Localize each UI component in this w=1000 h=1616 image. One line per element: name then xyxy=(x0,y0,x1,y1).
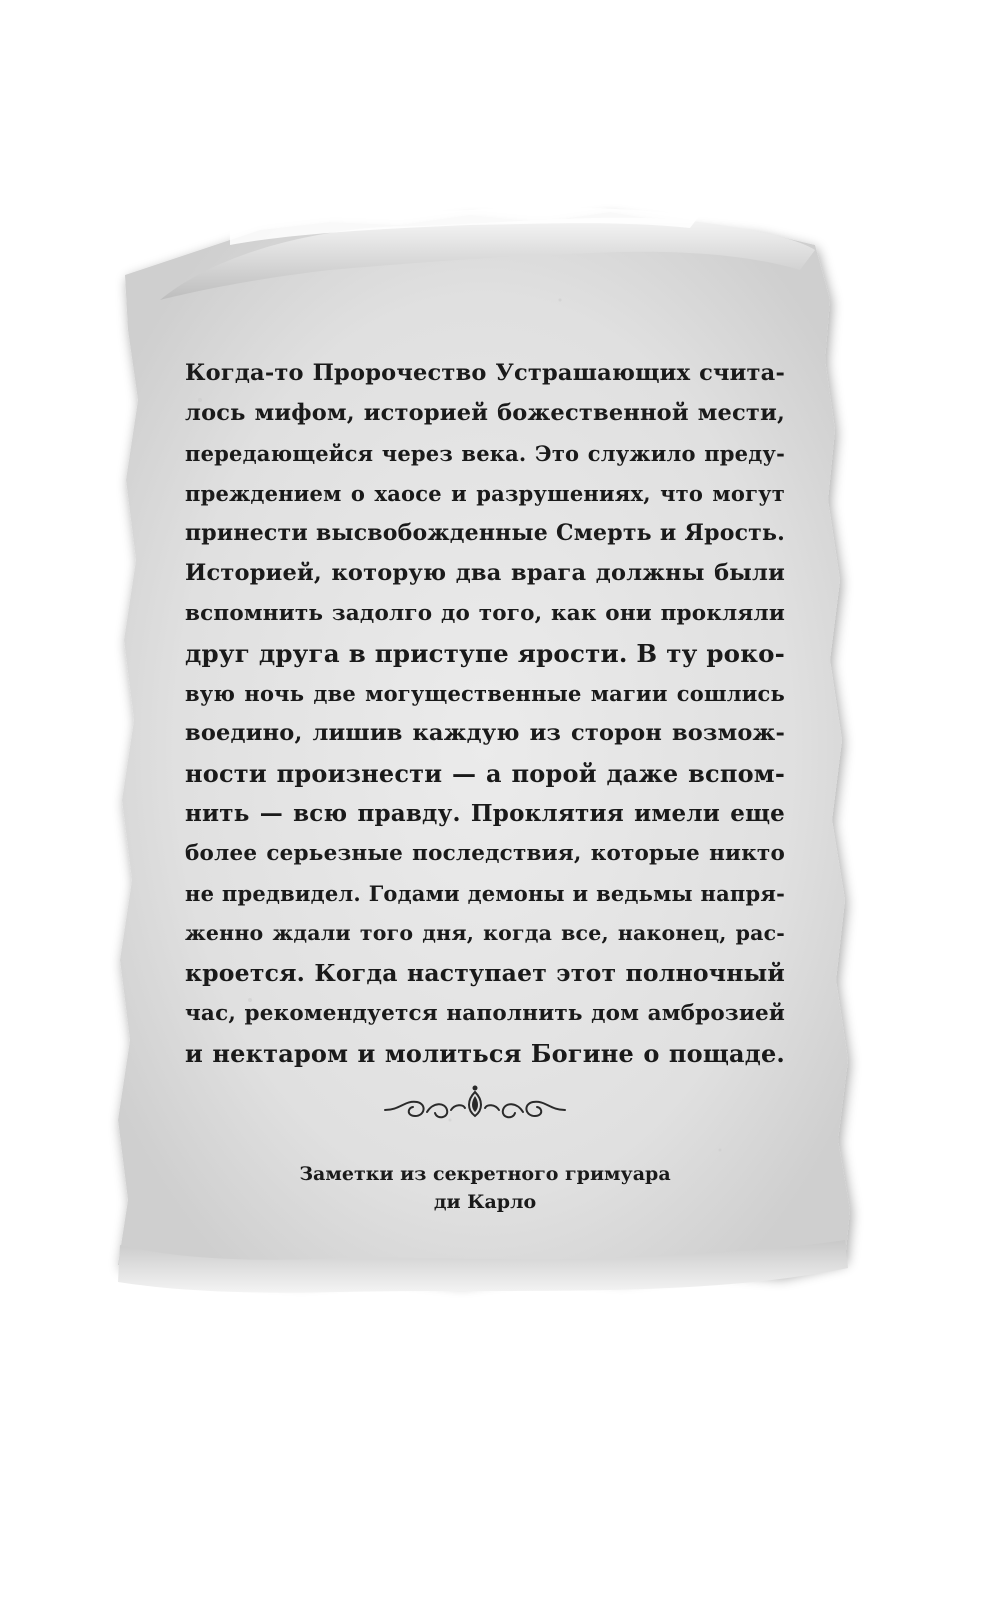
text-line: воедино, лишив каждую из сторон возмож- xyxy=(185,720,785,746)
text-line: не предвидел. Годами демоны и ведьмы напря- xyxy=(185,881,785,906)
signature-line: ди Карло xyxy=(433,1191,537,1213)
signature-line: Заметки из секретного гримуара xyxy=(299,1163,671,1185)
flourish-divider-icon xyxy=(375,1080,575,1130)
text-line: более серьезные последствия, которые никто xyxy=(185,841,785,866)
text-line: Историей, которую два врага должны были xyxy=(185,560,785,586)
text-line: женно ждали того дня, когда все, наконец, рас- xyxy=(185,921,785,945)
text-line: преждением о хаосе и разрушениях, что могут xyxy=(185,481,785,506)
text-line: лось мифом, историей божественной мести, xyxy=(185,400,785,426)
text-line: нить — всю правду. Проклятия имели еще xyxy=(185,800,785,827)
text-line: передающейся через века. Это служило преду- xyxy=(185,441,785,466)
text-line: вспомнить задолго до того, как они прокляли xyxy=(185,601,785,626)
text-line: вую ночь две могущественные магии сошлись xyxy=(185,681,785,706)
signature xyxy=(240,1160,730,1216)
text-line: принести высвобожденные Смерть и Ярость. xyxy=(185,520,785,546)
text-line: друг друга в приступе ярости. В ту роко- xyxy=(185,639,785,668)
prophecy-text xyxy=(185,355,785,1075)
text-line: и нектаром и молиться Богине о пощаде. xyxy=(185,1039,785,1068)
text-line: ности произнести — а порой даже вспом- xyxy=(185,759,785,788)
text-line: кроется. Когда наступает этот полночный xyxy=(185,959,785,987)
text-line: Когда-то Пророчество Устрашающих счита- xyxy=(185,360,785,386)
text-line: час, рекомендуется наполнить дом амброзией xyxy=(185,1001,785,1026)
